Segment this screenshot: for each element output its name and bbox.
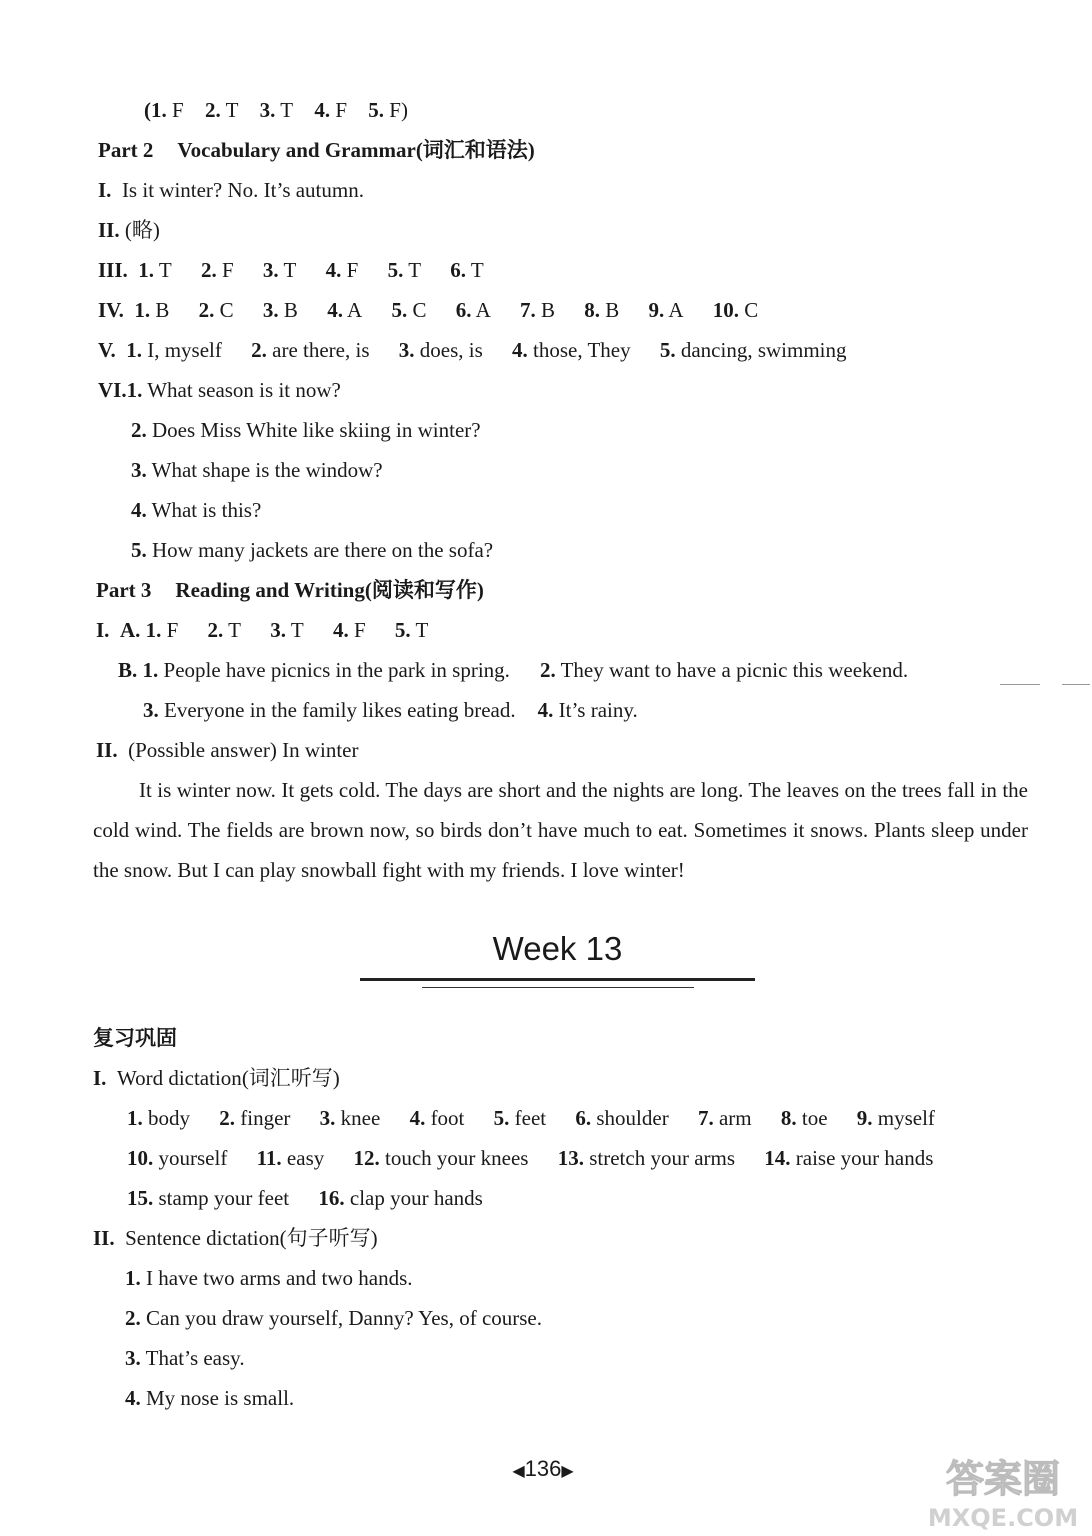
p2-section-IV: IV. 1. B 2. C 3. B 4. A 5. C 6. A 7. B 8. B 9. A 10. C <box>98 298 759 322</box>
left-triangle-icon: ◀ <box>512 1463 525 1480</box>
watermark-logo <box>915 1448 1090 1534</box>
p2-section-I: I. Is it winter? No. It’s autumn. <box>98 178 364 202</box>
faint-mark <box>1062 684 1090 685</box>
p3-section-II: II. (Possible answer) In winter <box>96 738 359 762</box>
review-section-I-heading: I. Word dictation(词汇听写) <box>93 1066 340 1090</box>
right-triangle-icon: ▶ <box>561 1463 574 1480</box>
p2-section-VI-item-4: 4. What is this? <box>131 498 262 522</box>
week-title: Week 13 <box>492 930 623 967</box>
faint-mark <box>1000 684 1040 685</box>
title-rule-thick <box>360 978 755 981</box>
sentence-dictation-item-3: 3. That’s easy. <box>125 1346 245 1370</box>
part1-answer-line: (1. F 2. T 3. T 4. F 5. F) <box>144 98 408 122</box>
sentence-dictation-item-1: 1. I have two arms and two hands. <box>125 1266 413 1290</box>
sentence-dictation-item-4: 4. My nose is small. <box>125 1386 295 1410</box>
p3-section-IB-row1: B. 1. People have picnics in the park in spring. 2. They want to have a picnic this weekend. <box>118 658 909 682</box>
p2-section-VI-item-3: 3. What shape is the window? <box>131 458 383 482</box>
p2-section-VI-item-1: VI.1. What season is it now? <box>98 378 341 402</box>
essay-paragraph: It is winter now. It gets cold. The days are short and the nights are long. The leaves on the trees fall in the cold wind. The fields are brown now, so birds don’t have much to eat. Sometimes it snows. Plants sleep under the snow. But I can play snowball fight with my friends. I love winter! <box>93 778 1028 882</box>
sentence-dictation-item-2: 2. Can you draw yourself, Danny? Yes, of course. <box>125 1306 543 1330</box>
review-heading: 复习巩固 <box>93 1026 177 1050</box>
page-number: ◀136▶ <box>512 1456 574 1481</box>
review-section-II-heading: II. Sentence dictation(句子听写) <box>93 1226 378 1250</box>
part2-heading: Part 2 Vocabulary and Grammar(词汇和语法) <box>98 138 535 162</box>
p2-section-VI-item-2: 2. Does Miss White like skiing in winter? <box>131 418 481 442</box>
p3-section-IA: I. A. 1. F 2. T 3. T 4. F 5. T <box>96 618 429 642</box>
part3-heading: Part 3 Reading and Writing(阅读和写作) <box>96 578 484 602</box>
word-dictation-row1: 1. body 2. finger 3. knee 4. foot 5. feet 6. shoulder 7. arm 8. toe 9. myself <box>127 1106 935 1130</box>
p3-section-IB-row2: 3. Everyone in the family likes eating bread. 4. It’s rainy. <box>143 698 638 722</box>
word-dictation-row3: 15. stamp your feet 16. clap your hands <box>127 1186 483 1210</box>
p2-section-III: III. 1. T 2. F 3. T 4. F 5. T 6. T <box>98 258 484 282</box>
watermark-text-cn: 答案圈 <box>945 1457 1061 1501</box>
p2-section-VI-item-5: 5. How many jackets are there on the sofa? <box>131 538 494 562</box>
title-rule-thin <box>422 987 694 988</box>
word-dictation-row2: 10. yourself 11. easy 12. touch your knees 13. stretch your arms 14. raise your hands <box>127 1146 934 1170</box>
watermark-text-en: MXQE.COM <box>927 1504 1079 1532</box>
p2-section-II: II. (略) <box>98 218 160 242</box>
p2-section-V: V. 1. I, myself 2. are there, is 3. does, is 4. those, They 5. dancing, swimming <box>98 338 847 362</box>
